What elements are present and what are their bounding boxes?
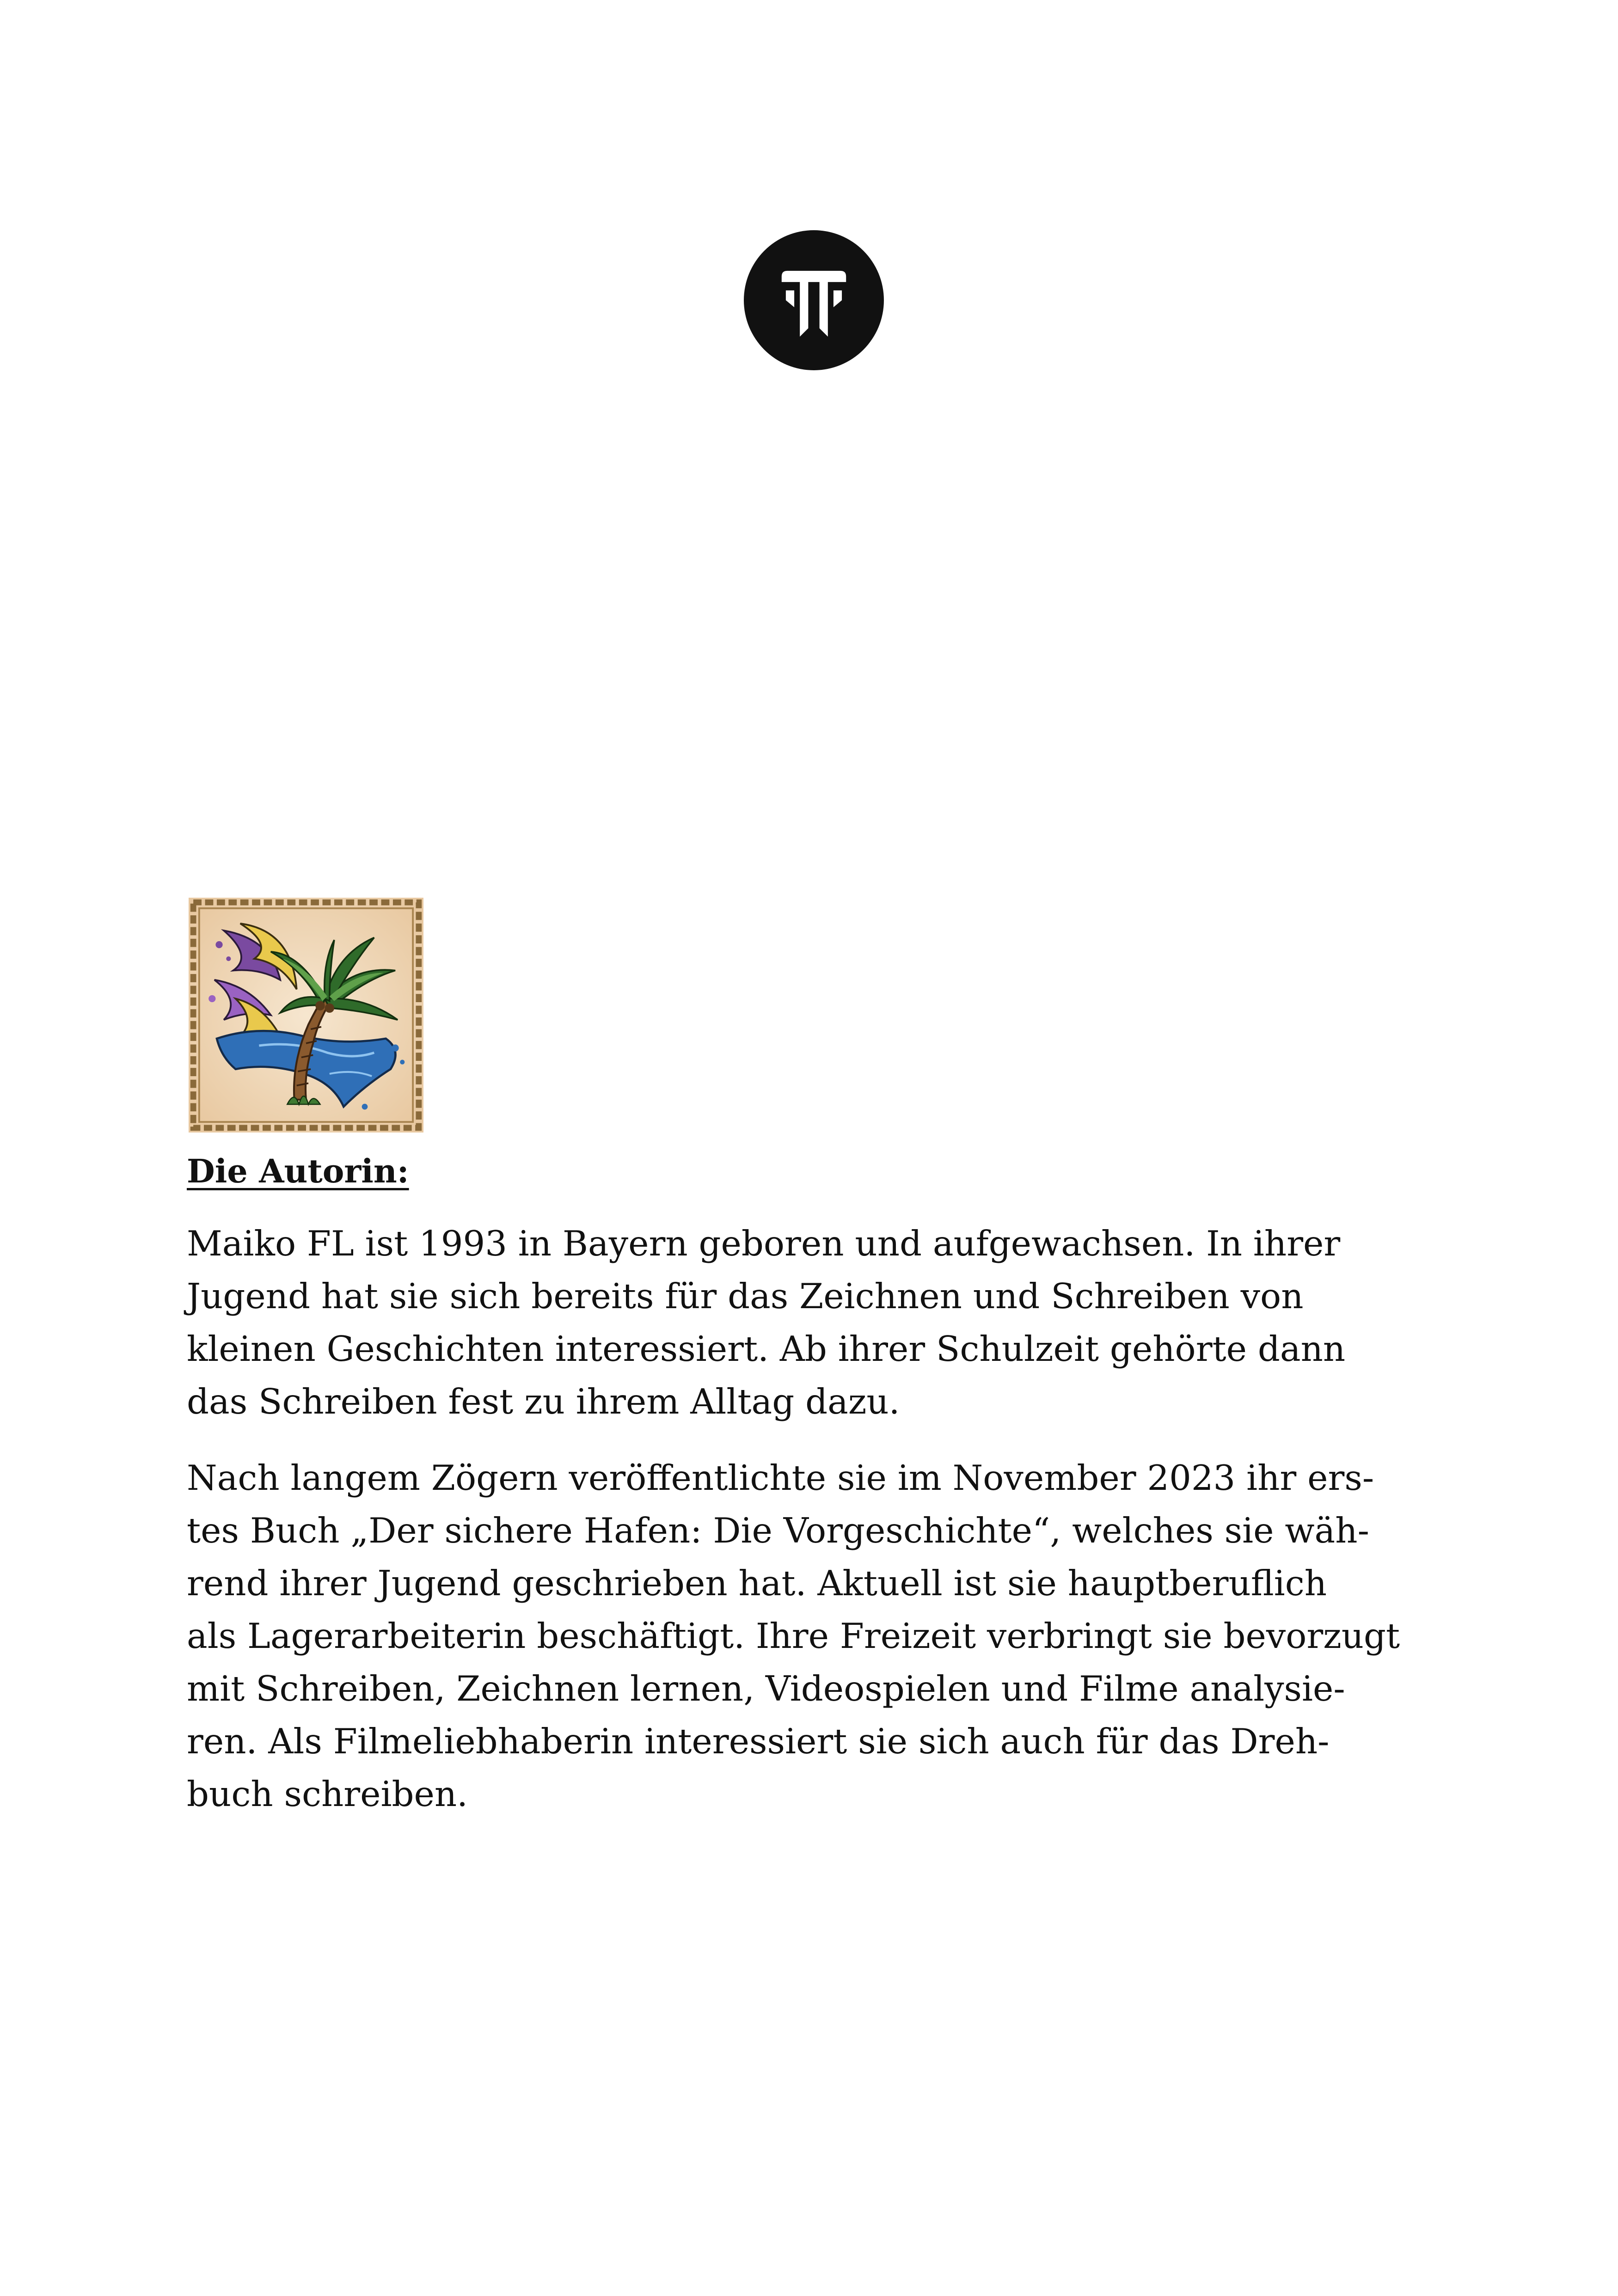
text-line: Maiko FL ist 1993 in Bayern geboren und aufgewachsen. In ihrer bbox=[187, 1223, 1341, 1264]
text-line: rend ihrer Jugend geschrieben hat. Aktuell ist sie hauptberuflich bbox=[187, 1563, 1327, 1604]
text-line: mit Schreiben, Zeichnen lernen, Videospielen und Filme analysie- bbox=[187, 1668, 1345, 1709]
text-line: das Schreiben fest zu ihrem Alltag dazu. bbox=[187, 1381, 900, 1422]
text-line: kleinen Geschichten interessiert. Ab ihrer Schulzeit gehörte dann bbox=[187, 1329, 1346, 1369]
text-line: buch schreiben. bbox=[187, 1774, 468, 1814]
author-bio-paragraph-2 bbox=[187, 1451, 1463, 1820]
publisher-logo-icon bbox=[744, 230, 884, 370]
author-illustration bbox=[189, 898, 423, 1133]
text-line: ren. Als Filmeliebhaberin interessiert sie sich auch für das Dreh- bbox=[187, 1721, 1330, 1762]
author-heading: Die Autorin: bbox=[187, 1152, 409, 1190]
text-line: Nach langem Zögern veröffentlichte sie im November 2023 ihr ers- bbox=[187, 1457, 1374, 1498]
text-line: als Lagerarbeiterin beschäftigt. Ihre Freizeit verbringt sie bevorzugt bbox=[187, 1616, 1400, 1656]
text-line: tes Buch „Der sichere Hafen: Die Vorgeschichte“, welches sie wäh- bbox=[187, 1510, 1369, 1551]
author-bio-paragraph-1 bbox=[187, 1217, 1463, 1428]
text-line: Jugend hat sie sich bereits für das Zeichnen und Schreiben von bbox=[187, 1276, 1304, 1316]
